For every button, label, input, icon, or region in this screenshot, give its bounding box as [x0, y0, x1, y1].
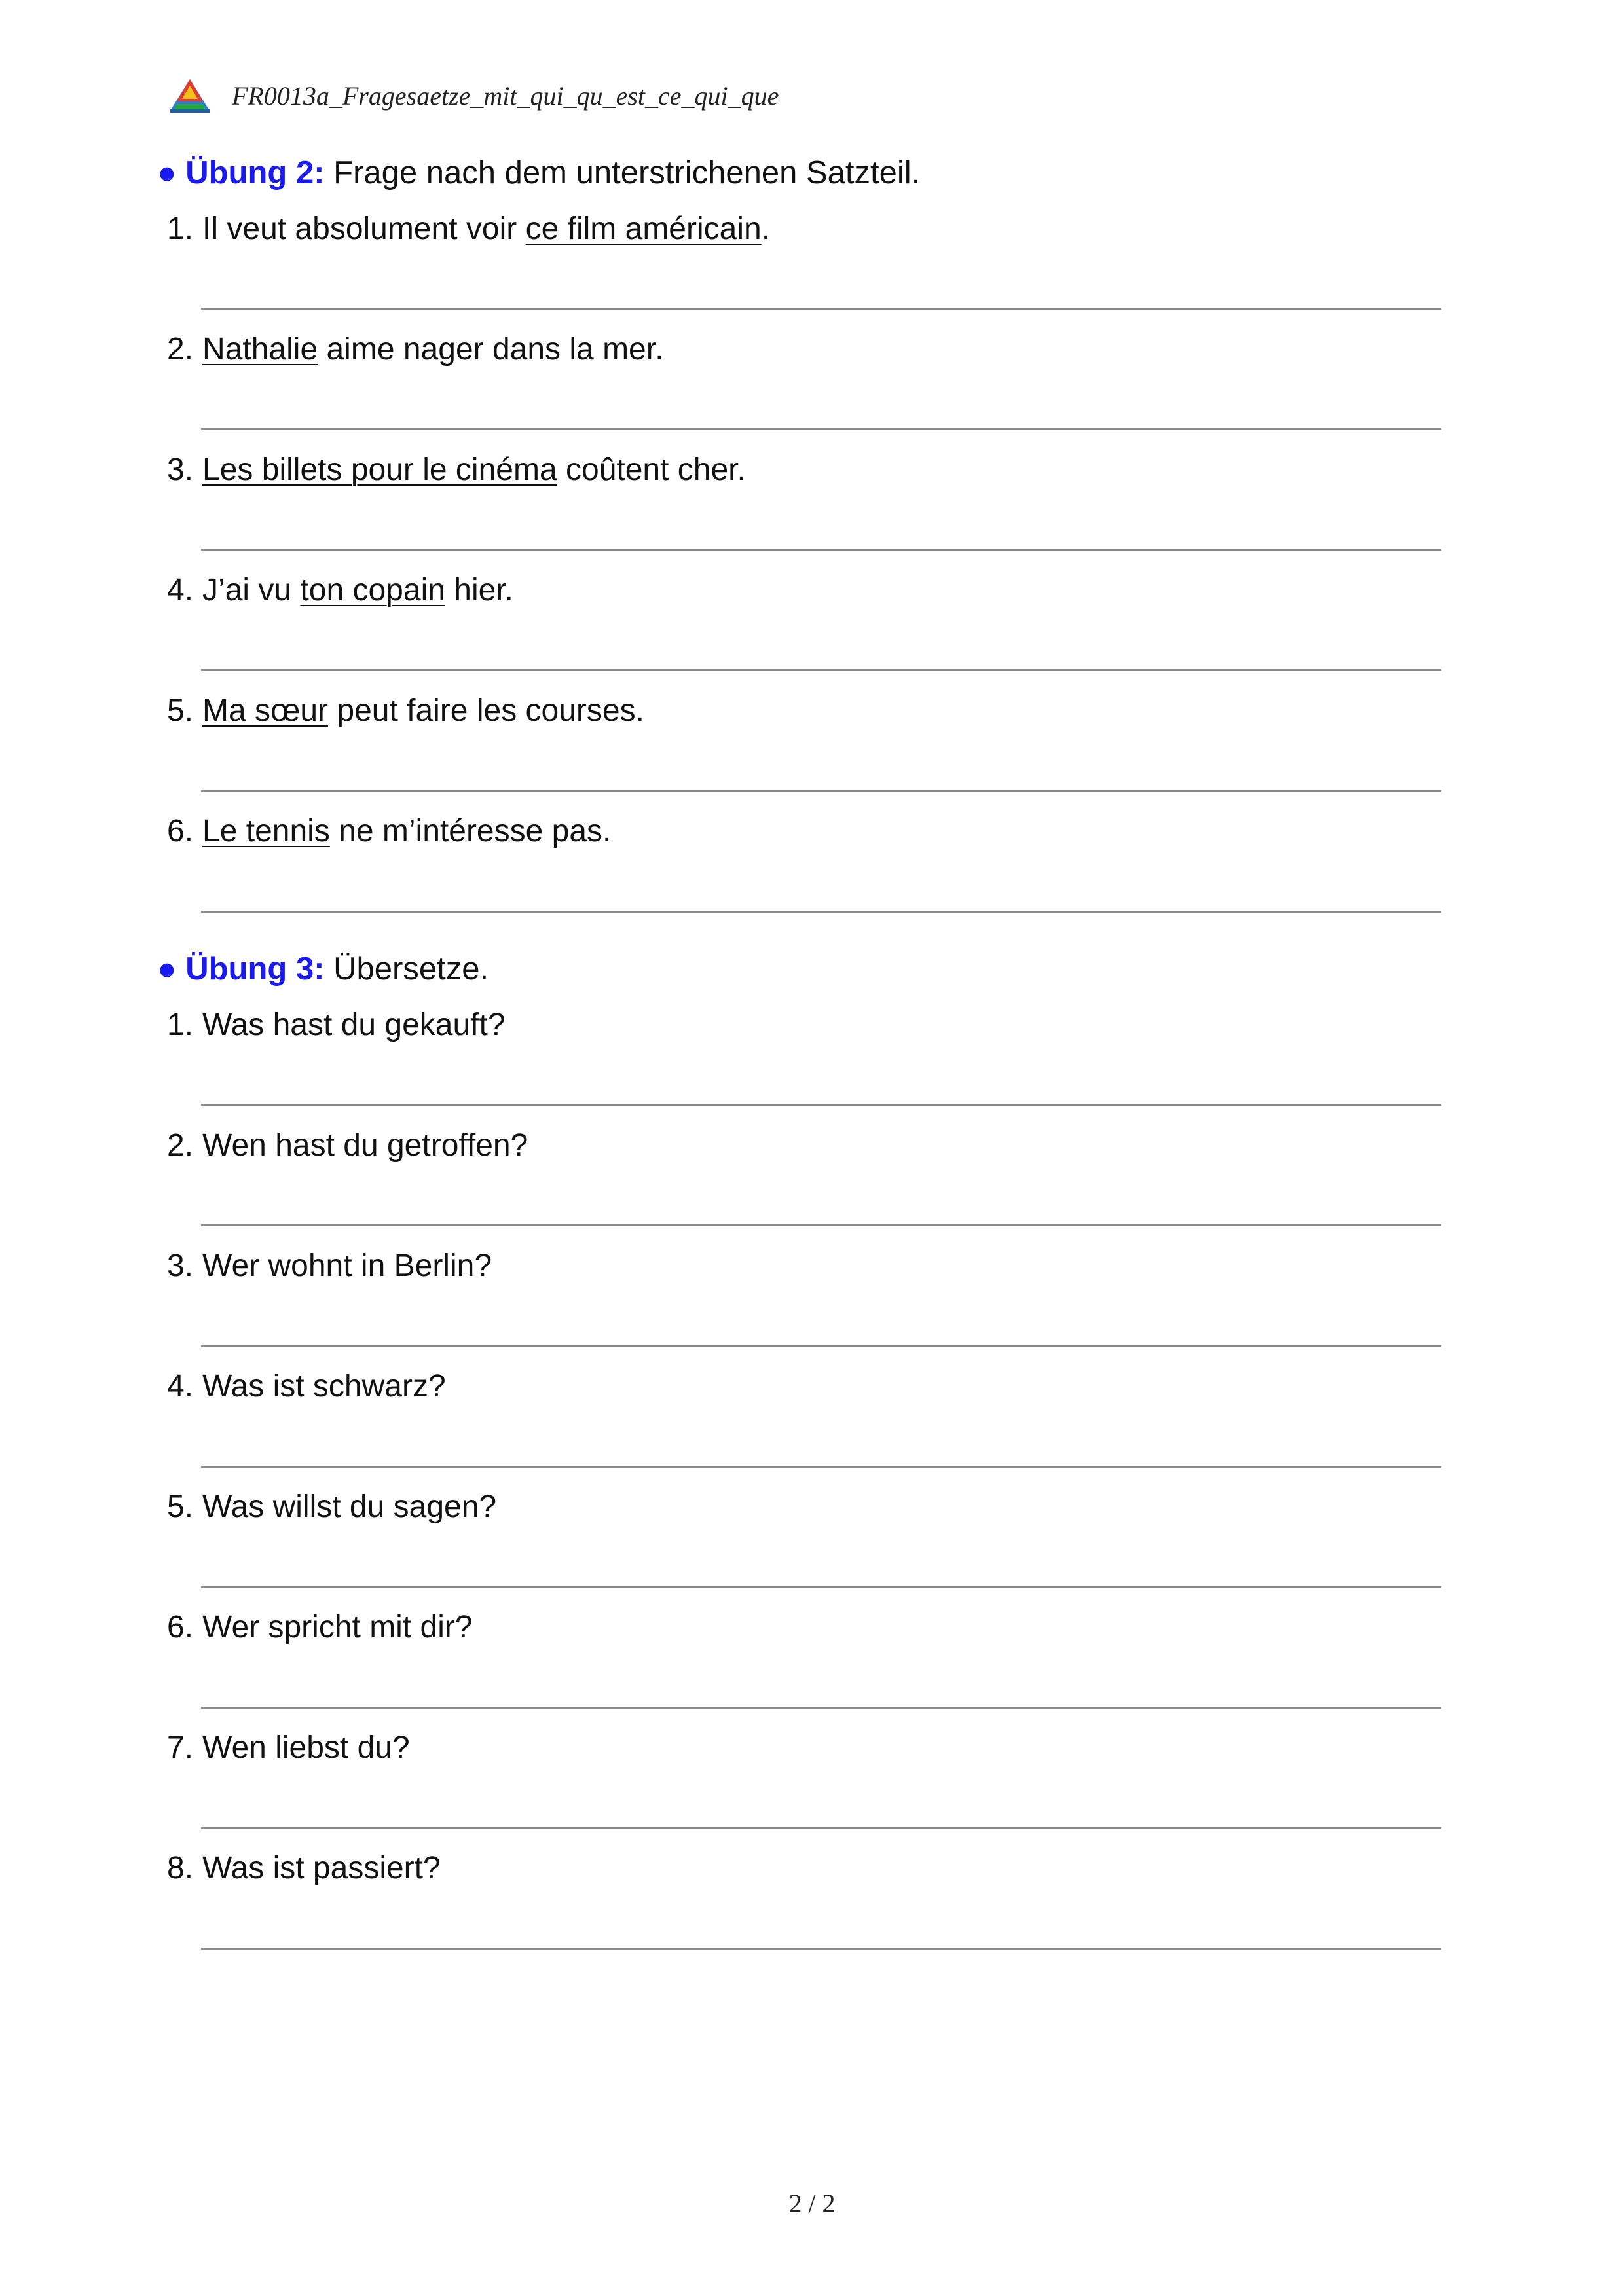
- answer-line[interactable]: [201, 1827, 1441, 1829]
- underlined-phrase: Le tennis: [202, 814, 330, 848]
- item-number: 5.: [167, 693, 194, 728]
- uebung3-item-1: [167, 1007, 506, 1043]
- sentence-text: coûtent cher.: [557, 452, 746, 487]
- sentence-text: Wen liebst du?: [202, 1730, 410, 1765]
- underlined-phrase: Les billets pour le cinéma: [202, 452, 557, 487]
- document-filename: FR0013a_Fragesaetze_mit_qui_qu_est_ce_qui_que: [232, 81, 779, 111]
- item-number: 6.: [167, 1610, 194, 1645]
- sentence-text: Wer spricht mit dir?: [202, 1610, 473, 1645]
- sentence-text: Wer wohnt in Berlin?: [202, 1248, 492, 1283]
- answer-line[interactable]: [201, 1104, 1441, 1106]
- sentence-text: Wen hast du getroffen?: [202, 1128, 528, 1163]
- uebung3-instruction: Übersetze.: [333, 951, 489, 987]
- item-number: 4.: [167, 1369, 194, 1404]
- answer-line[interactable]: [201, 669, 1441, 671]
- underlined-phrase: ton copain: [300, 573, 445, 608]
- uebung2-item-4: [167, 572, 513, 608]
- answer-line[interactable]: [201, 308, 1441, 310]
- uebung3-label: Übung 3:: [185, 951, 325, 987]
- bullet-icon: ●: [157, 951, 177, 987]
- underlined-phrase: Ma sœur: [202, 693, 329, 728]
- item-number: 7.: [167, 1730, 194, 1765]
- sentence-text: hier.: [445, 573, 513, 608]
- uebung3-heading: [157, 951, 489, 987]
- item-number: 2.: [167, 332, 194, 367]
- item-number: 5.: [167, 1489, 194, 1524]
- answer-line[interactable]: [201, 1586, 1441, 1588]
- sentence-text: ne m’intéresse pas.: [329, 814, 612, 848]
- sentence-text: Was ist passiert?: [202, 1851, 441, 1886]
- uebung3-item-4: [167, 1368, 446, 1404]
- page-header: [169, 72, 779, 119]
- uebung2-label: Übung 2:: [185, 155, 325, 191]
- item-number: 3.: [167, 1248, 194, 1283]
- answer-line[interactable]: [201, 428, 1441, 430]
- uebung2-item-1: [167, 211, 770, 247]
- item-number: 1.: [167, 1008, 194, 1042]
- uebung2-item-6: [167, 813, 611, 849]
- uebung3-item-2: [167, 1127, 528, 1163]
- logo-icon: [169, 78, 211, 113]
- answer-line[interactable]: [201, 1948, 1441, 1950]
- sentence-text: Was hast du gekauft?: [202, 1008, 506, 1042]
- underlined-phrase: ce film américain: [525, 211, 762, 246]
- uebung2-item-2: [167, 331, 663, 367]
- sentence-text: aime nager dans la mer.: [318, 332, 664, 367]
- uebung3-item-5: [167, 1489, 496, 1525]
- answer-line[interactable]: [201, 1466, 1441, 1468]
- uebung2-item-5: [167, 693, 644, 729]
- uebung3-item-3: [167, 1248, 492, 1284]
- answer-line[interactable]: [201, 911, 1441, 913]
- item-number: 3.: [167, 452, 194, 487]
- sentence-text: Il veut absolument voir: [202, 211, 526, 246]
- underlined-phrase: Nathalie: [202, 332, 318, 367]
- item-number: 4.: [167, 573, 194, 608]
- answer-line[interactable]: [201, 1707, 1441, 1709]
- uebung2-item-3: [167, 452, 746, 488]
- uebung3-item-7: [167, 1730, 410, 1766]
- answer-line[interactable]: [201, 790, 1441, 792]
- item-number: 8.: [167, 1851, 194, 1886]
- item-number: 6.: [167, 814, 194, 848]
- bullet-icon: ●: [157, 155, 177, 191]
- answer-line[interactable]: [201, 549, 1441, 551]
- uebung2-heading: [157, 155, 920, 191]
- sentence-text: peut faire les courses.: [328, 693, 644, 728]
- sentence-text: J’ai vu: [202, 573, 301, 608]
- item-number: 2.: [167, 1128, 194, 1163]
- item-number: 1.: [167, 211, 194, 246]
- uebung2-instruction: Frage nach dem unterstrichenen Satzteil.: [333, 155, 921, 191]
- answer-line[interactable]: [201, 1345, 1441, 1347]
- sentence-text: .: [761, 211, 771, 246]
- uebung3-item-8: [167, 1850, 441, 1886]
- sentence-text: Was willst du sagen?: [202, 1489, 497, 1524]
- uebung3-item-6: [167, 1609, 473, 1645]
- sentence-text: Was ist schwarz?: [202, 1369, 446, 1404]
- answer-line[interactable]: [201, 1224, 1441, 1226]
- page-number: 2 / 2: [788, 2189, 836, 2218]
